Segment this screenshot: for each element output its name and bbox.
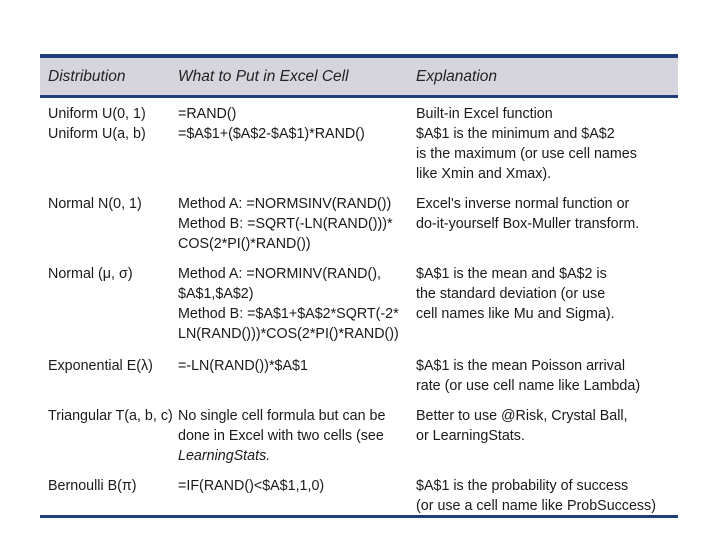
explanation-line: cell names like Mu and Sigma). <box>416 306 615 322</box>
formula-cell <box>178 406 385 466</box>
explanation-line: rate (or use cell name like Lambda) <box>416 378 641 394</box>
formula-line: Method B: =$A$1+$A$2*SQRT(-2* <box>178 306 399 322</box>
formula-line: Method A: =NORMINV(RAND(), <box>178 266 381 282</box>
header-excel-cell: What to Put in Excel Cell <box>178 68 349 85</box>
explanation-line: Excel's inverse normal function or <box>416 196 630 212</box>
distribution-cell: Normal N(0, 1) <box>48 196 142 212</box>
explanation-line: $A$1 is the mean Poisson arrival <box>416 358 626 374</box>
formula-cell <box>178 124 365 144</box>
explanation-cell <box>416 104 553 124</box>
formula-cell <box>178 356 308 376</box>
formula-line: Method A: =NORMSINV(RAND()) <box>178 196 392 212</box>
formula-cell <box>178 194 393 254</box>
explanation-line: $A$1 is the mean and $A$2 is <box>416 266 607 282</box>
explanation-line: do-it-yourself Box-Muller transform. <box>416 216 640 232</box>
distribution-cell: Triangular T(a, b, c) <box>48 408 173 424</box>
distribution-table <box>40 54 678 518</box>
explanation-cell <box>416 406 628 446</box>
table-header <box>40 58 678 95</box>
explanation-line: like Xmin and Xmax). <box>416 166 552 182</box>
explanation-line: $A$1 is the probability of success <box>416 478 629 494</box>
formula-line: =$A$1+($A$2-$A$1)*RAND() <box>178 126 365 142</box>
explanation-line: or LearningStats. <box>416 428 525 444</box>
distribution-cell: Exponential E(λ) <box>48 358 153 374</box>
formula-line: done in Excel with two cells (see <box>178 428 384 444</box>
explanation-line: the standard deviation (or use <box>416 286 606 302</box>
table-bottom-rule <box>40 515 678 518</box>
explanation-line: Built-in Excel function <box>416 106 553 122</box>
distribution-cell: Normal (μ, σ) <box>48 266 133 282</box>
distribution-cell: Uniform U(a, b) <box>48 126 146 142</box>
explanation-cell <box>416 264 615 324</box>
header-distribution: Distribution <box>48 68 126 85</box>
explanation-cell <box>416 194 639 234</box>
explanation-line: (or use a cell name like ProbSuccess) <box>416 498 656 514</box>
formula-line: =RAND() <box>178 106 237 122</box>
formula-line: No single cell formula but can be <box>178 408 386 424</box>
formula-cell <box>178 476 324 496</box>
formula-line: Method B: =SQRT(-LN(RAND()))* <box>178 216 393 232</box>
distribution-cell: Bernoulli B(π) <box>48 478 137 494</box>
explanation-line: Better to use @Risk, Crystal Ball, <box>416 408 628 424</box>
explanation-cell <box>416 476 656 516</box>
distribution-cell: Uniform U(0, 1) <box>48 106 146 122</box>
explanation-line: is the maximum (or use cell names <box>416 146 637 162</box>
formula-line: LN(RAND()))*COS(2*PI()*RAND()) <box>178 326 399 342</box>
header-explanation: Explanation <box>416 68 498 85</box>
explanation-cell <box>416 356 640 396</box>
formula-line: $A$1,$A$2) <box>178 286 254 302</box>
formula-cell <box>178 264 399 344</box>
formula-cell <box>178 104 236 124</box>
formula-line: =-LN(RAND())*$A$1 <box>178 358 308 374</box>
explanation-line: $A$1 is the minimum and $A$2 <box>416 126 615 142</box>
formula-line: =IF(RAND()<$A$1,1,0) <box>178 478 325 494</box>
formula-line: COS(2*PI()*RAND()) <box>178 236 311 252</box>
table-body <box>40 98 678 518</box>
explanation-cell <box>416 124 637 184</box>
formula-line: LearningStats. <box>178 448 271 464</box>
